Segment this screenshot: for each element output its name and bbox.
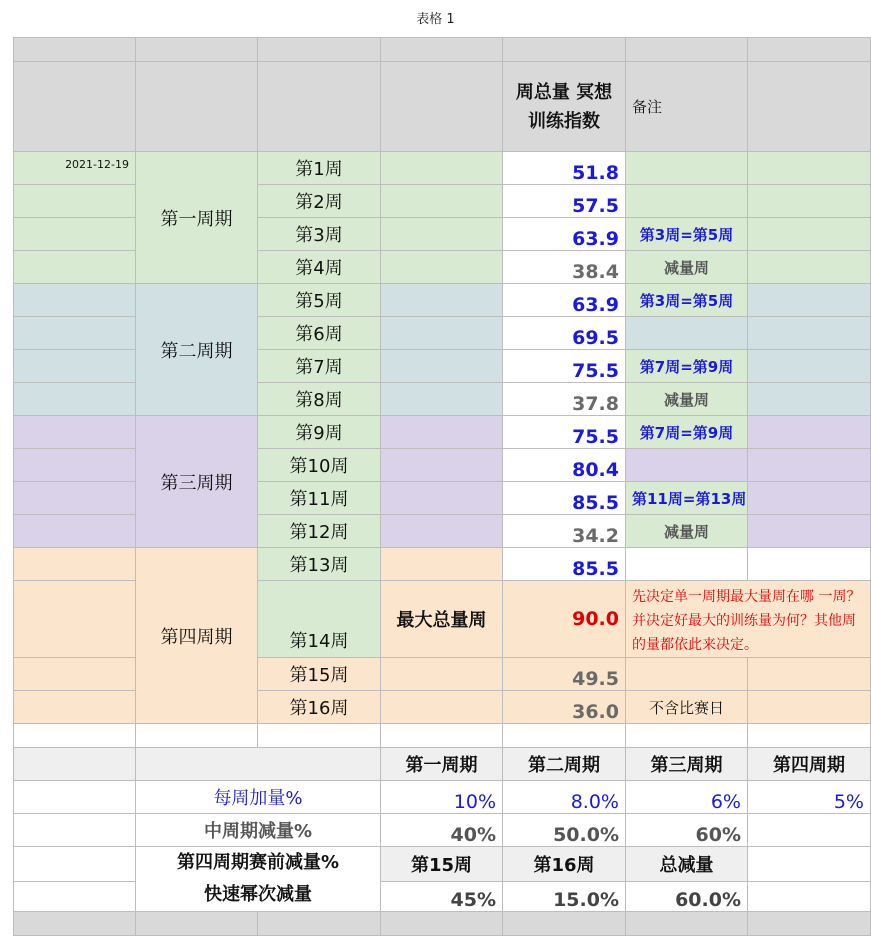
summary-phase-header[interactable]: 第三周期 [626,748,748,781]
week-note[interactable] [626,449,748,482]
cell[interactable] [14,317,136,350]
week-label[interactable]: 第9周 [258,416,381,449]
pre-race-label-line1: 第四周期赛前减量% [176,852,340,873]
week-label[interactable]: 第15周 [258,658,381,691]
week-total[interactable]: 75.5 [503,416,626,449]
week-label[interactable]: 第14周 [258,581,381,658]
cell[interactable] [258,724,381,748]
table-row [14,284,871,317]
cell[interactable] [14,847,136,882]
note-header[interactable]: 备注 [626,62,748,152]
week-note[interactable]: 不含比赛日 [626,691,748,724]
cell[interactable] [381,152,503,185]
training-volume-table [13,37,871,936]
cell[interactable] [381,912,503,936]
week-label[interactable]: 第2周 [258,185,381,218]
pre-race-header-row [14,847,871,882]
cell[interactable] [626,912,748,936]
cell[interactable] [258,62,381,152]
week-note[interactable]: 第11周=第13周 [626,482,748,515]
phase-2-label[interactable]: 第二周期 [136,284,258,416]
cell[interactable] [503,912,626,936]
week-label[interactable]: 第3周 [258,218,381,251]
cell[interactable] [14,548,136,581]
cell[interactable] [748,691,871,724]
mid-reduce-value[interactable]: 40% [381,814,503,847]
cell[interactable] [381,284,503,317]
mid-reduce-label[interactable]: 中周期减量% [136,814,381,847]
week-total[interactable]: 85.5 [503,482,626,515]
week-total[interactable]: 49.5 [503,658,626,691]
cell[interactable] [258,912,381,936]
cell[interactable] [381,724,503,748]
week-total[interactable]: 63.9 [503,218,626,251]
cell[interactable] [503,724,626,748]
cell[interactable] [14,449,136,482]
week-note[interactable]: 第3周=第5周 [626,284,748,317]
cell[interactable] [14,62,136,152]
week-total[interactable]: 90.0 [503,581,626,658]
cell[interactable] [14,748,136,781]
cell[interactable] [136,748,381,781]
increase-label[interactable]: 每周加量% [136,781,381,814]
table-row [14,416,871,449]
week-note[interactable]: 先决定单一周期最大量周在哪 一周？并决定好最大的训练量为何？其他周的量都依此来决定。 [626,581,871,658]
week-total[interactable]: 80.4 [503,449,626,482]
cell[interactable] [748,383,871,416]
mid-reduce-value[interactable]: 60% [626,814,748,847]
cell[interactable] [748,881,871,911]
cell[interactable] [14,350,136,383]
week-total[interactable]: 69.5 [503,317,626,350]
week-total[interactable]: 63.9 [503,284,626,317]
cell[interactable] [381,449,503,482]
phase-1-label[interactable]: 第一周期 [136,152,258,284]
cell[interactable] [14,781,136,814]
week-label[interactable]: 第5周 [258,284,381,317]
cell[interactable] [626,724,748,748]
cell[interactable] [748,847,871,882]
week-note[interactable]: 减量周 [626,383,748,416]
increase-row [14,781,871,814]
cell[interactable] [748,284,871,317]
cell[interactable] [136,62,258,152]
cell[interactable] [14,724,136,748]
increase-value[interactable]: 5% [748,781,871,814]
pre-race-label[interactable] [136,847,381,912]
cell[interactable] [748,317,871,350]
date-cell[interactable]: 2021-12-19 [14,152,136,185]
pre-race-header[interactable]: 总减量 [626,847,748,882]
cell[interactable] [748,814,871,847]
cell[interactable] [14,912,136,936]
pre-race-value[interactable]: 15.0% [503,881,626,911]
week-total[interactable]: 57.5 [503,185,626,218]
cell[interactable] [381,548,503,581]
cell[interactable] [748,416,871,449]
bottom-strip-row [14,912,871,936]
cell[interactable] [14,881,136,911]
cell[interactable] [14,38,136,62]
week-total[interactable]: 51.8 [503,152,626,185]
week-label[interactable]: 第1周 [258,152,381,185]
cell[interactable] [748,658,871,691]
week-label[interactable]: 第10周 [258,449,381,482]
summary-header-row [14,748,871,781]
cell[interactable] [748,482,871,515]
pre-race-label-line2: 快速幂次减量 [204,884,312,905]
week-note[interactable] [626,658,748,691]
cell[interactable] [258,38,381,62]
week-label[interactable]: 第13周 [258,548,381,581]
pre-race-header[interactable]: 第16周 [503,847,626,882]
week-note[interactable]: 第3周=第5周 [626,218,748,251]
pre-race-value[interactable]: 60.0% [626,881,748,911]
week-total[interactable]: 34.2 [503,515,626,548]
week-total[interactable]: 85.5 [503,548,626,581]
mid-reduce-value[interactable]: 50.0% [503,814,626,847]
cell[interactable] [381,185,503,218]
cell[interactable] [748,185,871,218]
cell[interactable] [136,912,258,936]
week-label[interactable]: 第16周 [258,691,381,724]
increase-value[interactable]: 10% [381,781,503,814]
cell[interactable] [748,350,871,383]
week-note[interactable]: 第7周=第9周 [626,350,748,383]
cell[interactable] [14,218,136,251]
summary-phase-header[interactable]: 第二周期 [503,748,626,781]
cell[interactable] [14,185,136,218]
cell[interactable] [381,251,503,284]
week-note[interactable]: 减量周 [626,251,748,284]
increase-value[interactable]: 6% [626,781,748,814]
cell[interactable] [748,152,871,185]
week-note[interactable]: 第7周=第9周 [626,416,748,449]
cell[interactable] [14,416,136,449]
cell[interactable] [136,724,258,748]
table-caption: 表格 1 [416,12,455,27]
week-total[interactable]: 37.8 [503,383,626,416]
cell[interactable] [381,350,503,383]
cell[interactable] [14,515,136,548]
summary-phase-header[interactable]: 第四周期 [748,748,871,781]
increase-value[interactable]: 8.0% [503,781,626,814]
week-label[interactable]: 第11周 [258,482,381,515]
mid-reduce-row [14,814,871,847]
top-strip-row [14,38,871,62]
cell[interactable] [381,317,503,350]
cell[interactable] [748,62,871,152]
cell[interactable] [381,218,503,251]
week-note[interactable] [626,185,748,218]
cell[interactable] [748,724,871,748]
cell[interactable] [748,38,871,62]
cell[interactable] [381,515,503,548]
week-note[interactable]: 减量周 [626,515,748,548]
week-total[interactable]: 36.0 [503,691,626,724]
week-note[interactable] [626,152,748,185]
cell[interactable] [381,416,503,449]
cell[interactable] [14,284,136,317]
summary-phase-header[interactable]: 第一周期 [381,748,503,781]
cell[interactable] [748,251,871,284]
cell[interactable] [381,658,503,691]
phase-3-label[interactable]: 第三周期 [136,416,258,548]
cell[interactable] [381,482,503,515]
cell[interactable] [748,912,871,936]
week-label[interactable]: 第6周 [258,317,381,350]
cell[interactable] [381,691,503,724]
pre-race-value[interactable]: 45% [381,881,503,911]
cell[interactable] [503,38,626,62]
pre-race-header[interactable]: 第15周 [381,847,503,882]
cell[interactable] [381,383,503,416]
cell[interactable] [748,515,871,548]
cell[interactable] [14,482,136,515]
week-label[interactable]: 第8周 [258,383,381,416]
cell[interactable] [748,449,871,482]
cell[interactable] [14,814,136,847]
cell[interactable] [381,62,503,152]
cell[interactable] [14,658,136,691]
cell[interactable] [14,691,136,724]
week-note[interactable] [626,317,748,350]
table-row [14,548,871,581]
table-row [14,152,871,185]
week-total[interactable]: 75.5 [503,350,626,383]
cell[interactable] [136,38,258,62]
cell[interactable] [14,251,136,284]
cell[interactable] [14,581,136,658]
total-volume-header[interactable]: 周总量 冥想训练指数 [503,62,626,152]
cell[interactable] [748,548,871,581]
phase-4-label[interactable]: 第四周期 [136,548,258,724]
cell[interactable] [14,383,136,416]
week-label[interactable]: 第12周 [258,515,381,548]
spacer-row [14,724,871,748]
max-week-label[interactable]: 最大总量周 [381,581,503,658]
cell[interactable] [626,38,748,62]
cell[interactable] [748,218,871,251]
week-label[interactable]: 第7周 [258,350,381,383]
week-total[interactable]: 38.4 [503,251,626,284]
cell[interactable] [381,38,503,62]
week-note[interactable] [626,548,748,581]
week-label[interactable]: 第4周 [258,251,381,284]
header-row [14,62,871,152]
